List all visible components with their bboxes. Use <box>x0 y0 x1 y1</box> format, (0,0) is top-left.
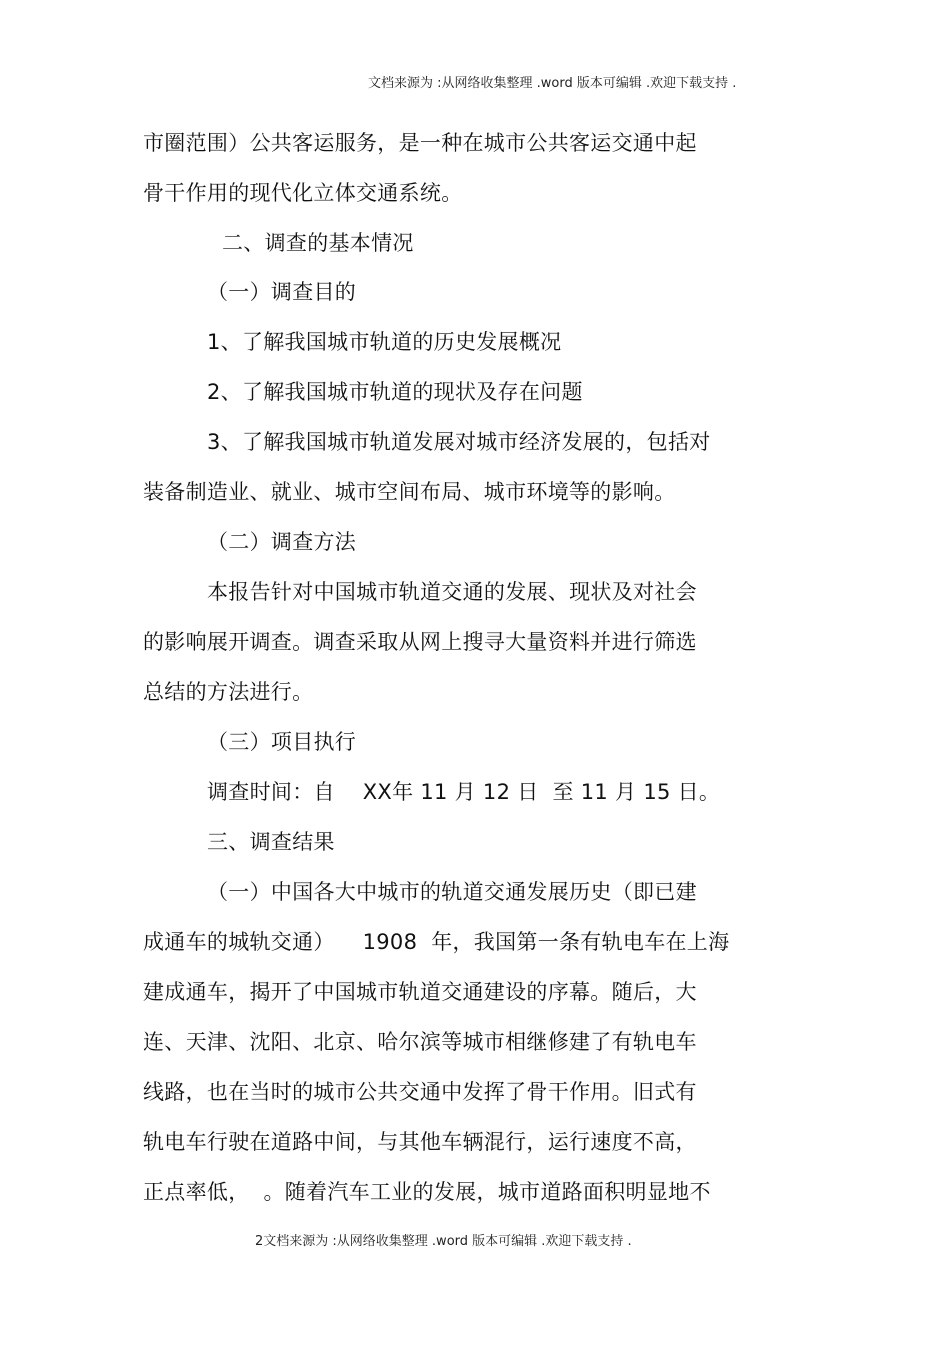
body-line: 骨干作用的现代化立体交通系统。 <box>143 181 463 205</box>
body-line: 线路，也在当时的城市公共交通中发挥了骨干作用。旧式有 <box>143 1080 697 1104</box>
body-line: 连、天津、沈阳、北京、哈尔滨等城市相继修建了有轨电车 <box>143 1030 697 1054</box>
page-footer-note <box>255 1230 632 1249</box>
subsection-heading: （二）调查方法 <box>207 530 357 554</box>
list-item: 1、了解我国城市轨道的历史发展概况 <box>207 330 562 354</box>
subsection-heading: （一）调查目的 <box>207 280 357 304</box>
body-line: 调查时间：自 XX年 11 月 12 日 至 11 月 15 日。 <box>207 780 721 804</box>
footer-source-note: 文档来源为 :从网络收集整理 .word 版本可编辑 .欢迎下载支持 . <box>263 1234 632 1249</box>
body-line: 装备制造业、就业、城市空间布局、城市环境等的影响。 <box>143 480 676 504</box>
section-heading: 三、调查结果 <box>207 830 335 854</box>
subsection-heading: （一）中国各大中城市的轨道交通发展历史（即已建 <box>207 880 697 904</box>
body-line: 的影响展开调查。调查采取从网上搜寻大量资料并进行筛选 <box>143 630 697 654</box>
list-item: 3、了解我国城市轨道发展对城市经济发展的，包括对 <box>207 430 711 454</box>
list-item: 2、了解我国城市轨道的现状及存在问题 <box>207 380 583 404</box>
body-line: 市圈范围）公共客运服务，是一种在城市公共客运交通中起 <box>143 131 697 155</box>
body-line: 轨电车行驶在道路中间，与其他车辆混行，运行速度不高， <box>143 1130 697 1154</box>
body-line: 总结的方法进行。 <box>143 680 314 704</box>
section-heading: 二、调查的基本情况 <box>222 231 414 255</box>
body-line: 本报告针对中国城市轨道交通的发展、现状及对社会 <box>207 580 697 604</box>
header-source-note: 文档来源为 :从网络收集整理 .word 版本可编辑 .欢迎下载支持 . <box>368 76 737 91</box>
body-line: 正点率低， 。随着汽车工业的发展，城市道路面积明显地不 <box>143 1180 711 1204</box>
page-number: 2 <box>255 1234 264 1249</box>
body-line: 成通车的城轨交通） 1908 年，我国第一条有轨电车在上海 <box>143 930 730 954</box>
body-line: 建成通车，揭开了中国城市轨道交通建设的序幕。随后，大 <box>143 980 697 1004</box>
subsection-heading: （三）项目执行 <box>207 730 357 754</box>
page-header-note <box>368 72 736 91</box>
